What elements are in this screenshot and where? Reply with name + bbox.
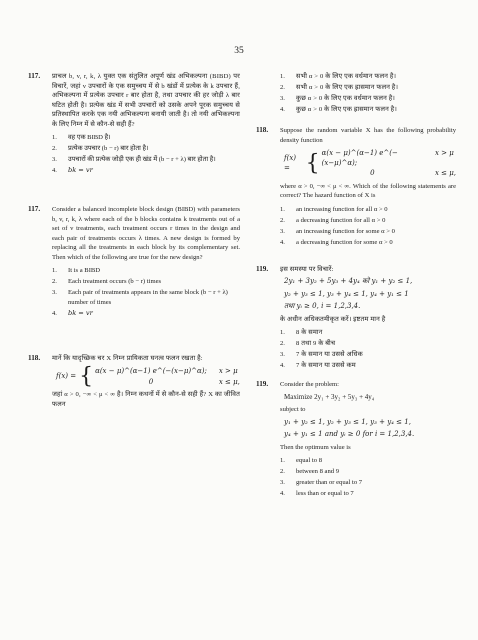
question-117-english bbox=[28, 205, 240, 318]
option-number: 3. bbox=[280, 479, 285, 486]
question-stem: प्राचल b, v, r, k, λ युक्त एक संतुलित अपूर्ण खंड अभिकल्पना (BIBD) पर विचारें, जहां v उपचारों के एक समुच्चय में से b खंडों में प्रत्येक के k उपचार हैं, अभिकल्पना में प्रत्येक उपचार r बार होता है, तथा उपचार की हर जोड़ी λ बार घटित होती है। प्रत्येक खंड में सभी उपचारों को उसके अपने पूरक समुच्चय से प्रतिस्थापित करके एक नयी अभिकल्पना बनायी जाती है। तो नयी अभिकल्पना के लिए निम्न में से कौन-से सही हैं? bbox=[52, 73, 240, 128]
option-list bbox=[52, 266, 240, 318]
question-118-hindi bbox=[28, 354, 240, 410]
option-number: 1. bbox=[52, 267, 57, 274]
option-text: कुछ α > 0 के लिए एक वर्धमान फलन है। bbox=[296, 95, 396, 102]
case-2-cond: x ≤ μ, bbox=[218, 377, 240, 386]
objective-line: 2y₁ + 3y₂ + 5y₃ + 4y₄ को y₁ + y₂ ≤ 1, bbox=[284, 277, 413, 285]
formula-lhs: f(x) = bbox=[284, 154, 297, 172]
option-number: 3. bbox=[52, 156, 57, 163]
option-1[interactable] bbox=[280, 72, 456, 82]
option-number: 3. bbox=[280, 351, 285, 358]
option-number: 2. bbox=[52, 278, 57, 285]
option-text: less than or equal to 7 bbox=[296, 490, 354, 497]
case-1-expr: α(x − μ)^(α−1) e^(−(x−μ)^α); bbox=[321, 149, 398, 167]
option-text: bk = vr bbox=[68, 166, 93, 174]
formula-lhs: f(x) = bbox=[56, 372, 77, 381]
formula-brace: { bbox=[79, 364, 94, 389]
option-text: 8 के समान bbox=[296, 329, 323, 336]
option-text: Each pair of treatments appears in the same block (b − r + λ) number of times bbox=[68, 289, 228, 306]
constraint-line: तथा yᵢ ≥ 0, i = 1,2,3,4. bbox=[284, 302, 361, 310]
option-2[interactable] bbox=[52, 144, 240, 154]
option-4[interactable] bbox=[280, 361, 456, 371]
option-1[interactable] bbox=[52, 133, 240, 143]
option-text: Each treatment occurs (b − r) times bbox=[68, 278, 162, 285]
option-number: 1. bbox=[280, 329, 285, 336]
option-text: वह एक BIBD है। bbox=[68, 134, 111, 141]
option-list bbox=[52, 133, 240, 176]
option-4[interactable] bbox=[52, 166, 240, 176]
option-number: 2. bbox=[52, 145, 57, 152]
option-number: 1. bbox=[280, 457, 285, 464]
option-2[interactable] bbox=[280, 83, 456, 93]
option-number: 2. bbox=[280, 216, 285, 224]
option-number: 4. bbox=[280, 362, 285, 369]
option-2[interactable] bbox=[280, 339, 456, 349]
option-text: greater than or equal to 7 bbox=[296, 479, 363, 486]
option-number: 2. bbox=[280, 468, 285, 475]
option-number: 4. bbox=[280, 490, 285, 497]
question-number: 118. bbox=[28, 353, 41, 362]
option-number: 2. bbox=[280, 84, 285, 91]
case-2-expr: 0 bbox=[148, 377, 154, 386]
option-text: 7 के समान या उससे अधिक bbox=[296, 351, 363, 358]
question-119-english bbox=[256, 380, 456, 499]
option-number: 4. bbox=[280, 238, 285, 246]
option-3[interactable] bbox=[280, 227, 456, 237]
question-118-english bbox=[256, 126, 456, 247]
question-stem: Suppose the random variable X has the following probability density function bbox=[280, 127, 456, 144]
option-list bbox=[280, 456, 456, 499]
case-2-cond: x ≤ μ, bbox=[434, 169, 456, 177]
option-text: bk = vr bbox=[68, 308, 93, 317]
option-3[interactable] bbox=[52, 155, 240, 165]
option-4[interactable] bbox=[280, 489, 456, 499]
question-stem: Consider the problem: bbox=[280, 381, 339, 388]
option-4[interactable] bbox=[280, 238, 456, 248]
page-number: 35 bbox=[234, 46, 244, 56]
question-118-hindi-options bbox=[256, 72, 456, 115]
option-1[interactable] bbox=[52, 266, 240, 276]
case-1-cond: x > μ bbox=[434, 149, 454, 157]
question-tail: where α > 0, −∞ < μ < ∞. Which of the following statements are correct? The hazard function of X is bbox=[280, 182, 456, 199]
question-119-hindi bbox=[256, 265, 456, 371]
option-text: a decreasing function for some α > 0 bbox=[296, 238, 393, 246]
option-3[interactable] bbox=[280, 478, 456, 488]
question-stem: मानें कि यादृच्छिक चर X निम्न प्रायिकता घनत्व फलन रखता है: bbox=[52, 354, 203, 362]
option-text: 7 के समान या उससे कम bbox=[296, 362, 356, 369]
question-number: 119. bbox=[256, 380, 269, 388]
option-number: 3. bbox=[52, 289, 57, 296]
question-number: 117. bbox=[28, 72, 41, 80]
option-text: It is a BIBD bbox=[68, 267, 101, 274]
option-2[interactable] bbox=[280, 216, 456, 226]
option-text: प्रत्येक उपचार (b − r) बार होता है। bbox=[68, 145, 149, 152]
question-number: 118. bbox=[256, 126, 269, 134]
option-2[interactable] bbox=[280, 467, 456, 477]
left-column bbox=[28, 72, 240, 409]
option-number: 4. bbox=[52, 309, 57, 317]
option-text: उपचारों की प्रत्येक जोड़ी एक ही खंड में (b − r + λ) बार होता है। bbox=[68, 156, 216, 163]
option-number: 1. bbox=[280, 73, 285, 80]
option-3[interactable] bbox=[52, 288, 240, 307]
option-4[interactable] bbox=[52, 309, 240, 319]
option-text: between 8 and 9 bbox=[296, 468, 340, 475]
question-number: 117. bbox=[28, 205, 41, 213]
formula-brace: { bbox=[305, 150, 320, 176]
pdf-formula bbox=[284, 149, 456, 179]
formula-cases bbox=[95, 367, 240, 387]
question-tail: जहां α > 0, −∞ < μ < ∞ है। निम्न कथनों में से कौन-से सही हैं? X का जीवित फलन bbox=[52, 391, 240, 408]
right-column bbox=[256, 72, 456, 500]
question-tail: Then the optimum value is bbox=[280, 443, 351, 451]
case-1-expr: α(x − μ)^(α−1) e^(−(x−μ)^α); bbox=[95, 367, 207, 375]
option-4[interactable] bbox=[280, 105, 456, 115]
option-number: 3. bbox=[280, 227, 285, 235]
option-text: equal to 8 bbox=[296, 457, 323, 464]
option-3[interactable] bbox=[280, 350, 456, 360]
subject-to-label: subject to bbox=[280, 406, 306, 413]
option-number: 1. bbox=[280, 205, 285, 213]
constraint-line: y₂ + y₃ ≤ 1, y₃ + y₄ ≤ 1, y₄ + y₁ ≤ 1 bbox=[284, 289, 409, 298]
option-list bbox=[280, 72, 456, 115]
formula-cases bbox=[322, 149, 456, 179]
question-number: 119. bbox=[256, 264, 269, 273]
case-2-expr: 0 bbox=[370, 169, 375, 177]
option-3[interactable] bbox=[280, 94, 456, 104]
option-1[interactable] bbox=[280, 456, 456, 466]
option-text: an increasing function for all α > 0 bbox=[296, 205, 388, 213]
question-stem: इस समस्या पर विचारें: bbox=[280, 265, 334, 273]
option-list bbox=[280, 205, 456, 248]
option-text: सभी α > 0 के लिए एक वर्धमान फलन है। bbox=[296, 73, 397, 80]
option-text: a decreasing function for all α > 0 bbox=[296, 216, 386, 224]
objective-line: Maximize 2y₁ + 3y₂ + 5y₃ + 4y₄ bbox=[284, 392, 375, 401]
option-2[interactable] bbox=[52, 277, 240, 287]
option-number: 2. bbox=[280, 340, 285, 347]
question-117-hindi bbox=[28, 72, 240, 176]
option-number: 3. bbox=[280, 95, 285, 102]
option-text: कुछ α > 0 के लिए एक ह्रासमान फलन है। bbox=[296, 106, 397, 113]
option-1[interactable] bbox=[280, 328, 456, 338]
option-text: an increasing function for some α > 0 bbox=[296, 227, 395, 235]
option-1[interactable] bbox=[280, 205, 456, 215]
question-stem: Consider a balanced incomplete block design (BIBD) with parameters b, v, r, k, λ where each of the b blocks contains k treatments out of a set of v treatments, each treatment occurs r times in the design and each pair of treatments occurs λ times. A new design is formed by replacing all the treatments in each block by its complementary set. Then which of the following are true for the new design? bbox=[52, 206, 240, 261]
case-1-cond: x > μ bbox=[218, 367, 238, 375]
question-tail: के अधीन अधिकतमीकृत करें। इष्टतम मान है bbox=[280, 315, 386, 323]
constraint-line: y₁ + y₂ ≤ 1, y₂ + y₃ ≤ 1, y₃ + y₄ ≤ 1, bbox=[284, 417, 411, 426]
option-text: सभी α > 0 के लिए एक ह्रासमान फलन है। bbox=[296, 84, 399, 91]
option-number: 4. bbox=[280, 106, 285, 113]
option-list bbox=[280, 328, 456, 371]
option-text: 8 तथा 9 के बीच bbox=[296, 340, 336, 347]
pdf-formula bbox=[56, 364, 240, 389]
constraint-line: y₄ + y₁ ≤ 1 and yᵢ ≥ 0 for i = 1,2,3,4. bbox=[284, 430, 415, 438]
option-number: 4. bbox=[52, 167, 57, 174]
option-number: 1. bbox=[52, 134, 57, 141]
